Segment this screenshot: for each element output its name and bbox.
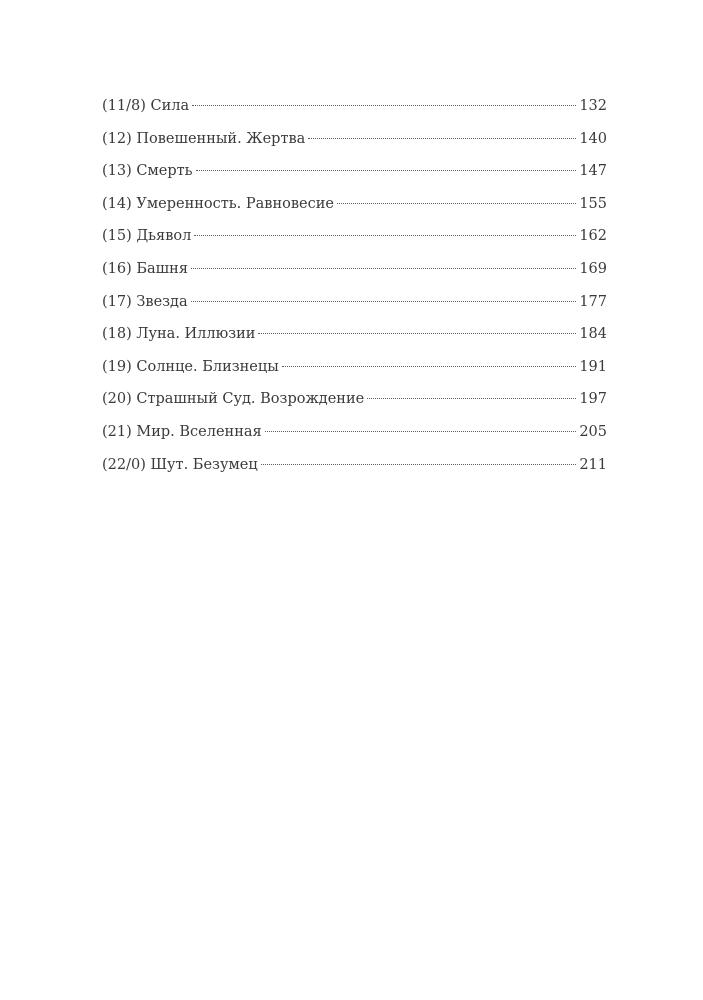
toc-entry-title: (17) Звезда: [102, 293, 188, 310]
toc-entry[interactable]: [102, 123, 607, 156]
toc-entry[interactable]: [102, 286, 607, 319]
toc-entry[interactable]: [102, 383, 607, 416]
toc-entry[interactable]: [102, 188, 607, 221]
toc-entry-page: 191: [579, 358, 607, 375]
toc-entry[interactable]: [102, 253, 607, 286]
toc-entry-page: 211: [579, 456, 607, 473]
toc-entry-title: (13) Смерть: [102, 163, 193, 180]
toc-leader-dots: [192, 105, 576, 106]
toc-entry-page: 140: [579, 130, 607, 147]
toc-leader-dots: [258, 333, 576, 334]
toc-leader-dots: [191, 301, 577, 302]
toc-leader-dots: [191, 268, 576, 269]
toc-entry-page: 169: [579, 260, 607, 277]
toc-entry-title: (11/8) Сила: [102, 98, 190, 114]
toc-leader-dots: [337, 203, 576, 204]
toc-leader-dots: [282, 366, 577, 367]
toc-entry-page: 184: [579, 326, 607, 343]
toc-entry[interactable]: [102, 416, 607, 449]
toc-entry-page: 162: [579, 228, 607, 245]
toc-leader-dots: [196, 170, 577, 171]
toc-entry[interactable]: [102, 220, 607, 253]
toc-leader-dots: [367, 398, 576, 399]
toc-leader-dots: [194, 235, 576, 236]
toc-entry[interactable]: [102, 449, 607, 482]
toc-entry-title: (22/0) Шут. Безумец: [102, 456, 258, 473]
toc-leader-dots: [265, 431, 577, 432]
toc-entry-title: (20) Страшный Суд. Возрождение: [102, 391, 365, 408]
toc-entry[interactable]: [102, 351, 607, 384]
toc-entry[interactable]: [102, 155, 607, 188]
toc-leader-dots: [261, 464, 577, 465]
toc-entry-title: (18) Луна. Иллюзии: [102, 326, 256, 343]
toc-entry[interactable]: [102, 318, 607, 351]
toc-entry-page: 177: [579, 293, 607, 310]
toc-entry-title: (14) Умеренность. Равновесие: [102, 195, 334, 212]
toc-entry-title: (19) Солнце. Близнецы: [102, 358, 279, 375]
toc-entry-title: (15) Дьявол: [102, 228, 192, 245]
toc-leader-dots: [308, 138, 576, 139]
toc-entry-title: (21) Мир. Вселенная: [102, 423, 262, 440]
toc-entry-page: 197: [579, 391, 607, 408]
toc-entry-title: (16) Башня: [102, 260, 188, 277]
toc-entry-page: 155: [579, 195, 607, 212]
toc-entry[interactable]: [102, 90, 607, 123]
table-of-contents: [102, 90, 607, 481]
toc-entry-page: 147: [579, 163, 607, 180]
toc-entry-title: (12) Повешенный. Жертва: [102, 130, 306, 147]
toc-entry-page: 205: [579, 423, 607, 440]
toc-entry-page: 132: [579, 98, 607, 114]
